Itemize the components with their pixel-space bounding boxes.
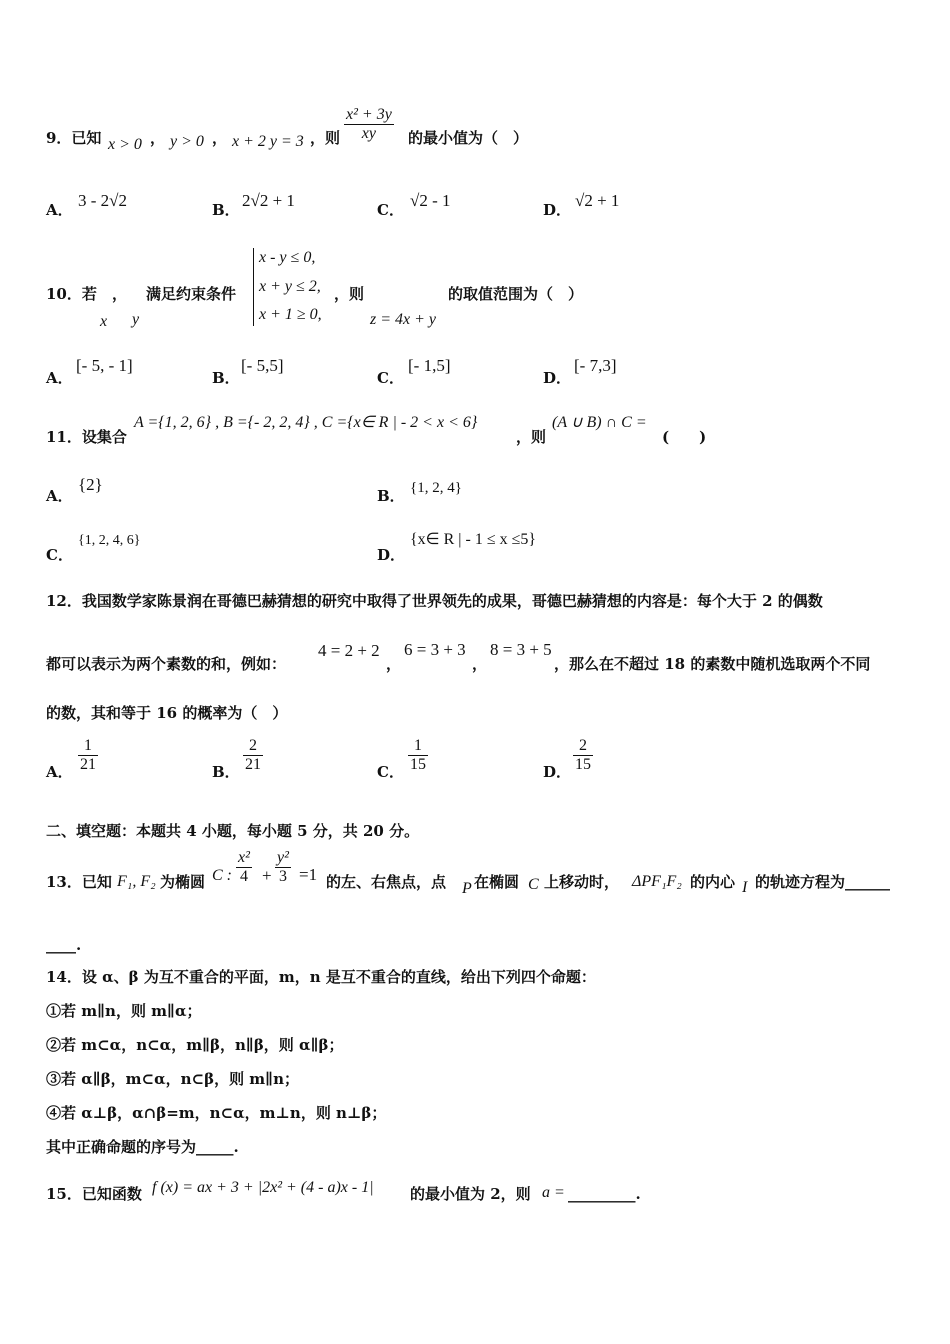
q12-option-b-den: 21 xyxy=(245,756,261,773)
q10-constraint-2: x + y ≤ 2, xyxy=(259,278,321,295)
q12-comma-2: ， xyxy=(472,655,488,673)
q12-option-b xyxy=(243,737,263,774)
q13-is-ellipse: 为椭圆 xyxy=(160,873,206,891)
q9-option-c-label: C． xyxy=(377,201,404,219)
q9-option-d-label: D． xyxy=(543,201,572,219)
q13-frac-2 xyxy=(275,849,291,886)
q12-option-a xyxy=(78,737,98,774)
q9-then: ，则 xyxy=(310,129,341,147)
q10-option-a: [- 5, - 1] xyxy=(76,356,133,375)
q9-option-c: √2 - 1 xyxy=(410,191,451,210)
q12-option-c-num: 1 xyxy=(414,737,422,754)
q12-comma-1: ， xyxy=(386,655,402,673)
q10-var-x: x xyxy=(100,313,108,330)
q10-brace xyxy=(253,248,254,326)
q9-option-a: 3 - 2√2 xyxy=(78,191,127,210)
q10-then: ，则 xyxy=(334,285,365,303)
q13-triangle: ΔPF₁F₂ xyxy=(632,873,682,890)
q10-option-b-label: B． xyxy=(212,369,240,387)
q9-sep2: ， xyxy=(212,129,228,147)
q13-blank-continued: ____. xyxy=(46,936,82,954)
q10-option-d-label: D． xyxy=(543,369,572,387)
q15-a-equals: a = xyxy=(542,1184,565,1201)
q10-constraint-1: x - y ≤ 0, xyxy=(259,249,316,266)
q14-item-3: ③若 α∥β，m⊂α，n⊂β，则 m∥n； xyxy=(46,1070,300,1088)
q13-mid-1: 的左、右焦点，点 xyxy=(326,873,447,891)
q12-option-d-den: 15 xyxy=(575,756,591,773)
q9-frac-denominator: xy xyxy=(361,125,376,142)
q11-sets: A ={1, 2, 6} , B ={- 2, 2, 4} , C ={x∈ R | - 2 < x < 6} xyxy=(134,414,478,431)
q10-var-y: y xyxy=(132,311,140,328)
q15-blank: _________. xyxy=(568,1185,641,1203)
q12-option-d-label: D． xyxy=(543,763,572,781)
q11-expression: (A ∪ B) ∩ C = xyxy=(552,414,647,431)
q13-incenter-i: I xyxy=(742,879,748,896)
q14-item-4: ④若 α⊥β，α∩β=m，n⊂α，m⊥n，则 n⊥β； xyxy=(46,1104,387,1122)
q15-function: f (x) = ax + 3 + |2x² + (4 - a)x - 1| xyxy=(152,1179,374,1196)
q13-frac-1 xyxy=(236,849,252,886)
q11-option-d: {x∈ R | - 1 ≤ x ≤5} xyxy=(410,531,537,548)
q11-prefix: 11．设集合 xyxy=(46,428,127,446)
q13-ellipse-c: C xyxy=(528,876,539,893)
q13-mid-5: 的轨迹方程为______ xyxy=(755,873,891,891)
q9-prefix: 9．已知 xyxy=(46,129,102,147)
q12-option-c xyxy=(408,737,428,774)
q9-fraction xyxy=(344,106,394,143)
q10-option-b: [- 5,5] xyxy=(241,356,284,375)
q12-example-1: 4 = 2 + 2 xyxy=(318,641,380,660)
q9-suffix: 的最小值为（ ） xyxy=(408,129,529,147)
q10-prefix: 10．若 xyxy=(46,285,97,303)
q11-then: ，则 xyxy=(516,428,547,446)
q14-item-2: ②若 m⊂α，n⊂α，m∥β，n∥β，则 α∥β； xyxy=(46,1036,344,1054)
q12-example-2: 6 = 3 + 3 xyxy=(404,640,466,659)
q12-option-c-label: C． xyxy=(377,763,404,781)
q10-objective: z = 4x + y xyxy=(370,311,437,328)
q10-option-d: [- 7,3] xyxy=(574,356,617,375)
q13-prefix: 13．已知 xyxy=(46,873,112,891)
q10-option-c: [- 1,5] xyxy=(408,356,451,375)
q11-option-d-label: D． xyxy=(377,546,406,564)
q12-option-a-den: 21 xyxy=(80,756,96,773)
q14-stem: 14．设 α、β 为互不重合的平面，m，n 是互不重合的直线，给出下列四个命题： xyxy=(46,968,596,986)
q13-frac-2-num: y² xyxy=(277,849,289,866)
q11-option-b-label: B． xyxy=(377,487,405,505)
q10-option-a-label: A． xyxy=(46,369,73,387)
q13-mid-3: 上移动时， xyxy=(544,873,620,891)
section-2-heading: 二、填空题：本题共 4 小题，每小题 5 分，共 20 分。 xyxy=(46,822,420,840)
q12-line-2-suffix: ，那么在不超过 18 的素数中随机选取两个不同 xyxy=(554,655,871,673)
q13-c-label: C : xyxy=(212,867,232,884)
q15-prefix: 15．已知函数 xyxy=(46,1185,142,1203)
q13-frac-1-den: 4 xyxy=(239,868,248,885)
q9-cond-x: x > 0 xyxy=(108,136,142,153)
q10-sep: ， xyxy=(112,285,128,303)
q13-frac-1-num: x² xyxy=(238,849,250,866)
q12-line-1: 12．我国数学家陈景润在哥德巴赫猜想的研究中取得了世界领先的成果，哥德巴赫猜想的内容是：每个大于 2 的偶数 xyxy=(46,592,823,610)
q10-suffix: 的取值范围为（ ） xyxy=(448,285,584,303)
q12-line-3: 的数，其和等于 16 的概率为（ ） xyxy=(46,704,288,722)
q12-example-3: 8 = 3 + 5 xyxy=(490,640,552,659)
q13-frac-2-den: 3 xyxy=(278,868,287,885)
q13-plus: + xyxy=(262,866,272,885)
q12-option-c-den: 15 xyxy=(410,756,426,773)
q11-option-a: {2} xyxy=(78,475,103,494)
q12-line-2-prefix: 都可以表示为两个素数的和，例如： xyxy=(46,655,287,673)
q12-option-b-num: 2 xyxy=(249,737,257,754)
q9-option-d: √2 + 1 xyxy=(575,191,620,210)
q13-foci: F₁, F₂ xyxy=(117,873,156,890)
q13-equals: =1 xyxy=(299,865,318,884)
q11-option-c: {1, 2, 4, 6} xyxy=(78,533,141,548)
q11-option-b: {1, 2, 4} xyxy=(410,480,462,496)
q9-cond-y: y > 0 xyxy=(170,133,204,150)
q10-constraint-3: x + 1 ≥ 0, xyxy=(259,306,322,323)
q11-suffix: ( ) xyxy=(662,428,707,446)
q14-answer-line: 其中正确命题的序号为_____. xyxy=(46,1138,239,1156)
q12-option-a-label: A． xyxy=(46,763,73,781)
q9-option-b: 2√2 + 1 xyxy=(242,191,295,210)
q12-option-d xyxy=(573,737,593,774)
q9-option-b-label: B． xyxy=(212,201,240,219)
q13-mid-4: 的内心 xyxy=(690,873,736,891)
q11-option-a-label: A． xyxy=(46,487,73,505)
q10-constraint-label: 满足约束条件 xyxy=(146,285,237,303)
q9-frac-numerator: x² + 3y xyxy=(346,106,392,123)
q14-item-1: ①若 m∥n，则 m∥α； xyxy=(46,1002,202,1020)
q9-option-a-label: A． xyxy=(46,201,73,219)
q12-option-a-num: 1 xyxy=(84,737,92,754)
q9-cond-sum: x + 2 y = 3 xyxy=(232,133,304,150)
q9-sep1: ， xyxy=(150,129,166,147)
q13-mid-2: 在椭圆 xyxy=(474,873,520,891)
q12-option-d-num: 2 xyxy=(579,737,587,754)
q13-point-p: P xyxy=(462,880,472,897)
q15-mid: 的最小值为 2，则 xyxy=(410,1185,531,1203)
q11-option-c-label: C． xyxy=(46,546,73,564)
q10-option-c-label: C． xyxy=(377,369,404,387)
q12-option-b-label: B． xyxy=(212,763,240,781)
